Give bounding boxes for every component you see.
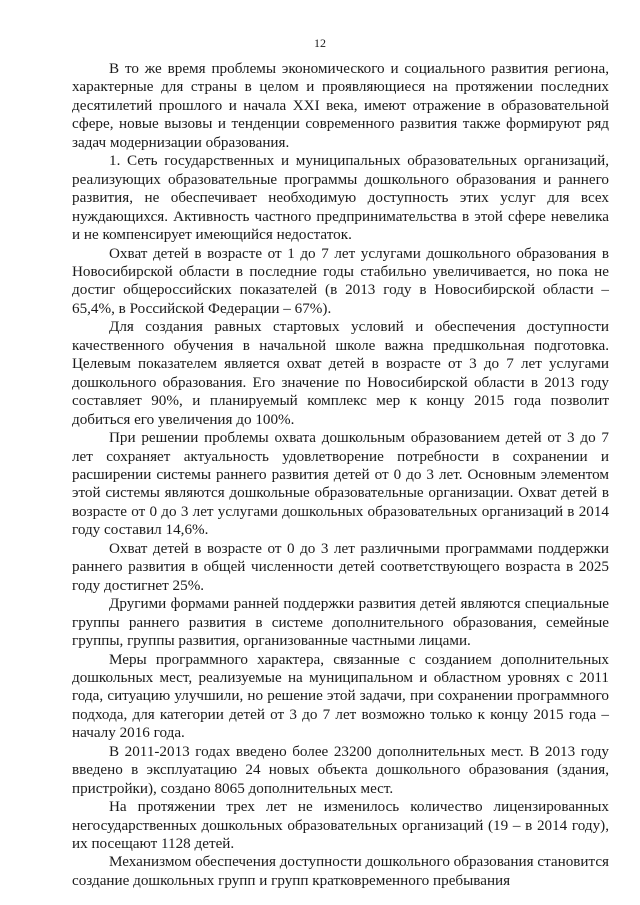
paragraph: 1. Сеть государственных и муниципальных образовательных организаций, реализующих образовательные программы дошкольного образования и раннего развития, не обеспечивает необходимую доступность этих услуг для всех нуждающихся. Активность частного предпринимательства в этой сфере невелика и не компенсирует имеющийся недостаток.: [72, 152, 609, 244]
paragraph: Охват детей в возрасте от 0 до 3 лет различными программами поддержки раннего развития в общей численности детей соответствующего возраста в 2025 году достигнет 25%.: [72, 539, 609, 594]
page-number: 12: [314, 36, 326, 50]
paragraph: Меры программного характера, связанные с созданием дополнительных дошкольных мест, реализуемые на муниципальном и областном уровнях с 2011 года, ситуацию улучшили, но решение этой задачи, при сохранении программного подхода, для категории детей от 3 до 7 лет возможно только к концу 2015 года – началу 2016 года.: [72, 650, 609, 742]
paragraph: Механизмом обеспечения доступности дошкольного образования становится создание дошкольных групп и групп кратковременного пребывания: [72, 853, 609, 889]
paragraph: Другими формами ранней поддержки развития детей являются специальные группы раннего развития в системе дополнительного образования, семейные группы, группы развития, организованные частными лицами.: [72, 595, 609, 650]
paragraph: При решении проблемы охвата дошкольным образованием детей от 3 до 7 лет сохраняет актуальность удовлетворение потребности в сохранении и расширении системы раннего развития детей от 0 до 3 лет. Основным элементом этой системы являются дошкольные образовательные организации. Охват детей в возрасте от 0 до 3 лет услугами дошкольных образовательных организаций в 2014 году составил 14,6%.: [72, 429, 609, 539]
paragraph: Для создания равных стартовых условий и обеспечения доступности качественного обучения в начальной школе важна предшкольная подготовка. Целевым показателем является охват детей в возрасте от 3 до 7 лет услугами дошкольного образования. Его значение по Новосибирской области в 2013 году составляет 90%, и планируемый комплекс мер к концу 2015 года позволит добиться его увеличения до 100%.: [72, 318, 609, 428]
paragraph: В 2011-2013 годах введено более 23200 дополнительных мест. В 2013 году введено в эксплуатацию 24 новых объекта дошкольного образования (здания, пристройки), создано 8065 дополнительных мест.: [72, 742, 609, 797]
document-body: [72, 60, 609, 890]
paragraph: В то же время проблемы экономического и социального развития региона, характерные для страны в целом и проявляющиеся на протяжении последних десятилетий прошлого и начала XXI века, имеют отражение в образовательной сфере, новые вызовы и тенденции современного развития также формируют ряд задач модернизации образования.: [72, 60, 609, 151]
paragraph: На протяжении трех лет не изменилось количество лицензированных негосударственных дошкольных образовательных организаций (19 – в 2014 году), их посещают 1128 детей.: [72, 798, 609, 853]
paragraph: Охват детей в возрасте от 1 до 7 лет услугами дошкольного образования в Новосибирской области в последние годы стабильно увеличивается, но пока не достиг общероссийских показателей (в 2013 году в Новосибирской области – 65,4%, в Российской Федерации – 67%).: [72, 244, 609, 317]
